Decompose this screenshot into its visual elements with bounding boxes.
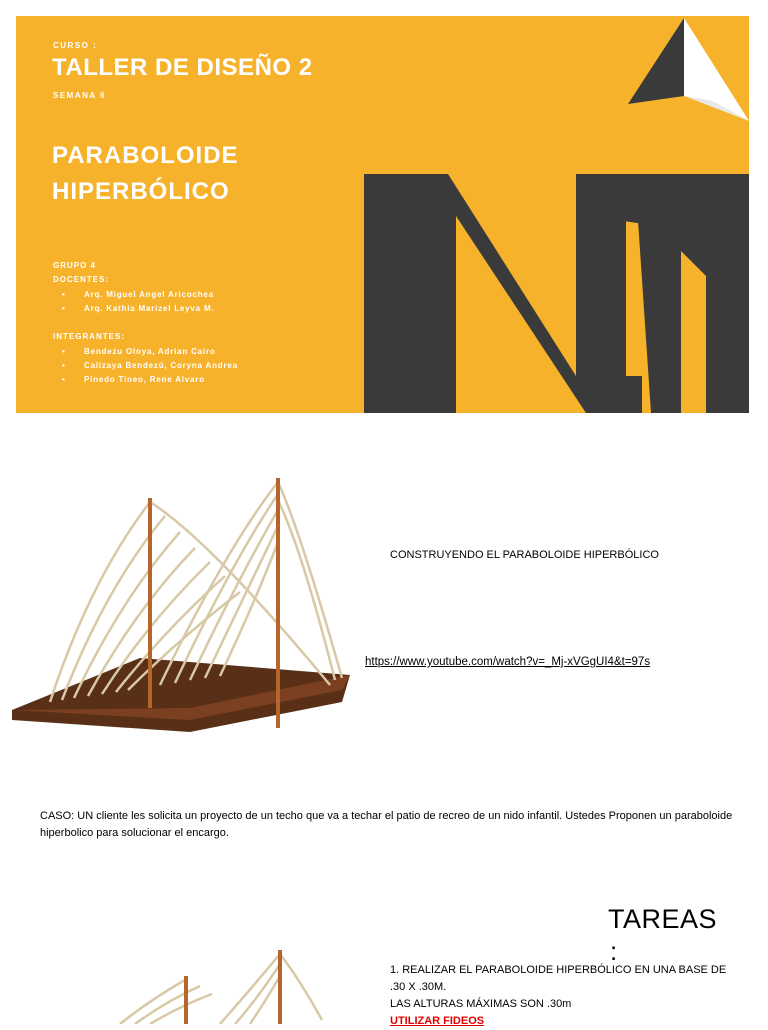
teachers-list <box>62 290 214 318</box>
task-line: 1. REALIZAR EL PARABOLOIDE HIPERBÓLICO EN UNA BASE DE <box>390 964 727 976</box>
video-link[interactable]: https://www.youtube.com/watch?v=_Mj-xVGgUI4&t=97s <box>365 656 651 668</box>
group-label: GRUPO 4 <box>53 261 97 270</box>
paraboloid-model-illustration <box>10 470 355 740</box>
task-line: .30 X .30M. <box>390 981 447 993</box>
list-item: • Calizaya Bendezú, Coryna Andrea <box>62 361 238 370</box>
course-name: TALLER DE DISEÑO 2 <box>52 54 313 81</box>
section-heading: CONSTRUYENDO EL PARABOLOIDE HIPERBÓLICO <box>390 549 659 561</box>
case-paragraph: CASO: UN cliente les solicita un proyecto de un techo que va a techar el patio de recreo de un nido infantil. Ustedes Proponen un paraboloide hiperbolico para solucionar el encargo. <box>40 810 733 839</box>
task-line: LAS ALTURAS MÁXIMAS SON .30m <box>390 998 572 1010</box>
task-item-1 <box>390 962 760 1030</box>
page-title-line1: PARABOLOIDE <box>52 142 239 169</box>
list-item: • Pinedo Tineo, Rene Alvaro <box>62 375 205 384</box>
list-item: • Bendezu Oloya, Adrian Cairo <box>62 347 216 356</box>
week-label: SEMANA 6 <box>53 91 107 100</box>
members-label: INTEGRANTES: <box>53 332 125 341</box>
teachers-label: DOCENTES: <box>53 275 110 284</box>
page-title-line2: HIPERBÓLICO <box>52 178 230 205</box>
tasks-colon: : <box>610 936 618 966</box>
task-line-highlight: UTILIZAR FIDEOS <box>390 1015 485 1027</box>
paraboloid-model-illustration-2 <box>100 940 330 1024</box>
cover-banner <box>16 16 749 413</box>
members-list <box>62 347 238 389</box>
tasks-heading: TAREAS <box>608 904 718 934</box>
list-item: • Arq. Miguel Angel Aricochea <box>62 290 214 299</box>
list-item: • Arq. Kathia Marizel Leyva M. <box>62 304 215 313</box>
course-label: CURSO : <box>53 41 98 50</box>
